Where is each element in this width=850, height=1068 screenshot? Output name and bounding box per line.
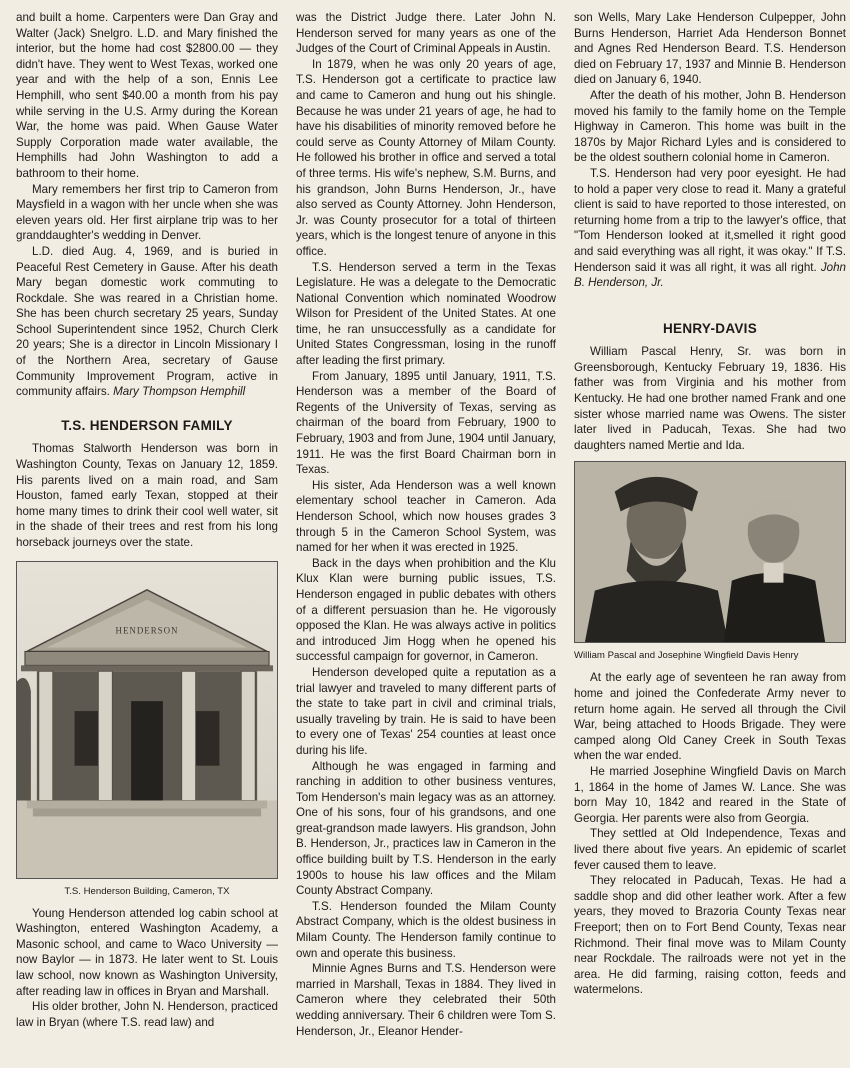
author-signature: Mary Thompson Hemphill [113, 385, 246, 399]
paragraph: son Wells, Mary Lake Henderson Culpepper, John Burns Henderson, Harriet Ada Henderson Bonnet and Agnes Red Henderson Beard. T.S. Henderson died on February 17, 1937 and Minnie B. Henderson died on January 6, 1940. [574, 11, 846, 87]
paragraph: Thomas Stalworth Henderson was born in Washington County, Texas on January 12, 1859. His parents lived on a main road, and Sam Houston, famed early Texan, stopped at their home many times to drink their cool well water, sit in the shade of their trees and rest from his long horseback journeys over the state. [16, 442, 278, 549]
photo-caption: William Pascal and Josephine Wingfield Davis Henry [574, 650, 799, 662]
paragraph: T.S. Henderson served a term in the Texas Legislature. He was a delegate to the Democratic National Convention which nominated Woodrow Wilson for President of the United States. At one time, he ran unsuccessfully as a candidate for United States Congressman, losing in the runoff after leading the first primary. [296, 260, 556, 368]
building-sign: HENDERSON [115, 625, 179, 636]
paragraph: He married Josephine Wingfield Davis on March 1, 1864 in the home of James W. Lance. She was born May 10, 1842 and reared in the State of Georgia. Her parents were also from Georgia. [574, 765, 846, 825]
column-1 [16, 10, 278, 1030]
paragraph-text: T.S. Henderson had very poor eyesight. He had to hold a paper very close to read it. Many a grateful client is said to have reported to those interested, on returning home from a trip to the lawyer's office, that "Tom Henderson looked at it,smelled it right good and said everything was all right, it was okay." If T.S. Henderson said it was all right, it was all right. [574, 166, 846, 274]
paragraph: and built a home. Carpenters were Dan Gray and Walter (Jack) Snelgro. L.D. and Mary finished the interior, but the home had cost $2800.00 — they didn't have. They went to West Texas, worked one year and with the help of a son, Ennis Lee Hemphill, who sent $40.00 a month from his pay while serving in the U.S. Army during the Korean War, the home was paid. When Gause Water Supply Corporation made water available, the Hemphills had John Washington to add a bathroom to their home. [16, 11, 278, 180]
paragraph: Although he was engaged in farming and ranching in addition to other business ventures, Tom Henderson's main legacy was as an attorney. One of his sons, four of his grandsons, and one great-grandson made lawyers. His grandson, John B. Henderson, Jr., practices law in Cameron in the office building built by T.S. Henderson in the early 1900s to house his law offices and the Milam County Abstract Company. [296, 759, 556, 898]
paragraph: They relocated in Paducah, Texas. He had a saddle shop and did other leather work. After a few years, they moved to Brazoria County Texas near Freeport; then on to Fort Bend County, Texas near Richmond. Their final move was to Milam County near Rockdale. The railroads were not yet in the area. He did farming, raising cotton, feeds and watermelons. [574, 874, 846, 997]
paragraph [16, 244, 278, 400]
paragraph: His sister, Ada Henderson was a well known elementary school teacher in Cameron. Ada Henderson School, which now houses grades 3 through 5 in the Cameron School System, was named for her when it was erected in 1925. [296, 478, 556, 555]
paragraph [574, 166, 846, 291]
paragraph: Back in the days when prohibition and the Klu Klux Klan were burning public issues, T.S. Henderson engaged in public debates with others of a different persuasion than he. He vigorously opposed the Klan. He was always active in politics and introduced Jim Hogg when he opened his successful campaign for governor, in Cameron. [296, 556, 556, 664]
paragraph: After the death of his mother, John B. Henderson moved his family to the family home on the Temple Highway in Cameron. This home was built in the 1870s by Major Richard Lyles and is considered to be the oldest southern colonial home in Cameron. [574, 88, 846, 165]
paragraph: In 1879, when he was only 20 years of age, T.S. Henderson got a certificate to practice law and came to Cameron and hung out his shingle. Because he was under 21 years of age, he had to have his disabilities of minority removed before he could serve as County Attorney of Milam County. He followed his brother in office and served a total of three terms. His wife's nephew, S.M. Burns, and his grandson, John Burns Henderson, Jr., have also served as County Attorney. John Henderson, Jr. was County prosecutor for a total of thirteen years, which is the longest tenure of anyone in this office. [296, 57, 556, 258]
author-signature: John B. Henderson, Jr. [574, 260, 846, 290]
paragraph: At the early age of seventeen he ran away from home and joined the Confederate Army never to return home again. He served all through the Civil War, being attached to Hoods Brigade. They were camped along Old Caney Creek in South Texas when the war ended. [574, 671, 846, 763]
column-3 [574, 10, 846, 998]
paragraph: William Pascal Henry, Sr. was born in Greensborough, Kentucky February 19, 1836. His father was from Virginia and his mother from Kentucky. He had one brother named Frank and one sister whose married name was Owens. The sister later lived in Paducah, Texas. She had two daughters named Mertie and Ida. [574, 345, 846, 452]
paragraph: Minnie Agnes Burns and T.S. Henderson were married in Marshall, Texas in 1884. They lived in Cameron where they celebrated their 50th wedding anniversary. Their 6 children were Tom S. Henderson, Jr., Eleanor Hender- [296, 962, 556, 1038]
paragraph: His older brother, John N. Henderson, practiced law in Bryan (where T.S. read law) and [16, 1000, 278, 1029]
section-heading: HENRY-DAVIS [662, 320, 758, 336]
section-heading: T.S. HENDERSON FAMILY [61, 417, 233, 433]
paragraph: Henderson developed quite a reputation as a trial lawyer and traveled to many different parts of the state to take part in civil and criminal trials, usually traveling by train. He is said to have been to every one of Texas' 254 counties at least once during his life. [296, 665, 556, 757]
paragraph: T.S. Henderson founded the Milam County Abstract Company, which is the oldest business in Milam County. The Henderson family continue to own and operate this business. [296, 899, 556, 960]
paragraph: Mary remembers her first trip to Cameron from Maysfield in a wagon with her uncle when she was eleven years old. Her first airplane trip was to her granddaughter's wedding in Denver. [16, 182, 278, 243]
paragraph: They settled at Old Independence, Texas and lived there about five years. An epidemic of scarlet fever caused them to leave. [574, 827, 846, 872]
paragraph: Young Henderson attended log cabin school at Washington, entered Washington Academy, a Masonic school, and came to Waco University — now Baylor — in 1873. He later went to St. Louis law school, now known as Washington University, after reading law in offices in Bryan and Marshall. [16, 906, 278, 998]
paragraph: was the District Judge there. Later John N. Henderson served for many years as one of the Judges of the Court of Criminal Appeals in Austin. [296, 11, 556, 56]
paragraph-text: L.D. died Aug. 4, 1969, and is buried in Peaceful Rest Cemetery in Gause. After his death Mary began domestic work commuting to Rockdale. She was reared in a Christian home. She has been church secretary 25 years, Sunday School Superintendent since 1952, Church Clerk 20 years; She is a director in Lincoln Missionary I of the Northern Area, secretary of Gause Community Improvement Program, active in community affairs. [16, 244, 278, 399]
henry-couple-portrait [574, 461, 846, 643]
paragraph: From January, 1895 until January, 1911, T.S. Henderson was a member of the Board of Regents of the University of Texas, serving as chairman of the board from February, 1900 to February, 1903 and from June, 1904 until January, 1911. He was the first Board Chairman born in Texas. [296, 369, 556, 477]
column-2 [296, 10, 556, 1039]
photo-caption: T.S. Henderson Building, Cameron, TX [64, 885, 230, 897]
henderson-building-photo [16, 561, 278, 879]
